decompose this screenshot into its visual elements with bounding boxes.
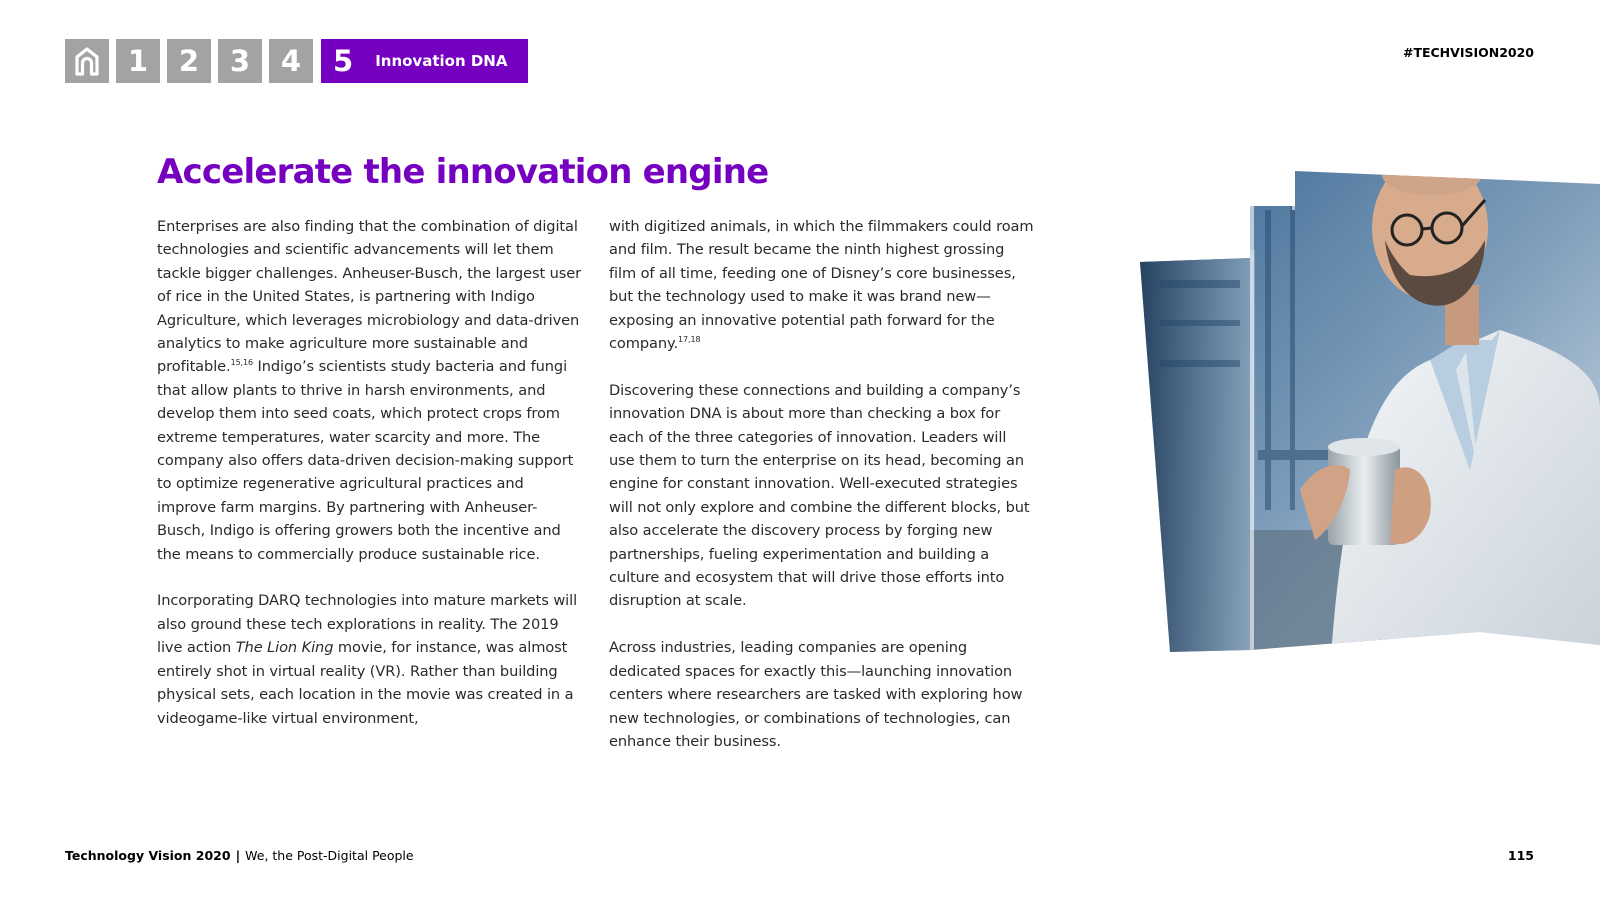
- footer: [65, 848, 414, 863]
- paragraph: Across industries, leading companies are opening dedicated spaces for exactly this—launching innovation centers where researchers are tasked with exploring how new technologies, or combinations of technologies, can enhance their business.: [609, 639, 1023, 750]
- section-3-button[interactable]: 3: [218, 39, 262, 83]
- paragraph: with digitized animals, in which the filmmakers could roam and film. The result became the ninth highest grossing film of all time, feeding one of Disney’s core businesses, but the technology used to make it was brand new—exposing an innovative potential path forward for the company.$^{17,18}$: [609, 218, 1034, 353]
- footnote-ref[interactable]: 17,18: [678, 335, 701, 345]
- footer-brand: Technology Vision 2020: [65, 848, 231, 863]
- film-title: The Lion King: [235, 639, 334, 657]
- section-5-button-active[interactable]: [321, 39, 528, 83]
- footnote-ref[interactable]: 15,16: [230, 358, 253, 368]
- section-nav: [65, 39, 528, 83]
- scientist-photo: [1140, 170, 1600, 670]
- home-icon: [73, 46, 101, 76]
- page-number: 115: [1507, 848, 1534, 863]
- active-section-number: 5: [333, 44, 354, 78]
- page-title: Accelerate the innovation engine: [157, 152, 769, 192]
- footer-separator: |: [235, 848, 241, 863]
- section-4-button[interactable]: 4: [269, 39, 313, 83]
- section-2-button[interactable]: 2: [167, 39, 211, 83]
- section-1-button[interactable]: 1: [116, 39, 160, 83]
- active-section-label: Innovation DNA: [375, 52, 508, 70]
- paragraph: Incorporating DARQ technologies into mature markets will also ground these tech explorations in reality. The 2019 live action The Lion King movie, for instance, was almost entirely shot in virtual reality (VR). Rather than building physical sets, each location in the movie was created in a videogame-like virtual environment,: [157, 592, 578, 727]
- footer-subtitle: We, the Post-Digital People: [245, 848, 414, 863]
- home-button[interactable]: [65, 39, 109, 83]
- body-column-right: [609, 215, 1034, 753]
- body-column-left: [157, 215, 582, 730]
- paragraph: Discovering these connections and building a company’s innovation DNA is about more than checking a box for each of the three categories of innovation. Leaders will use them to turn the enterprise on its head, becoming an engine for constant innovation. Well-executed strategies will not only explore and combine the different blocks, but also accelerate the discovery process by forging new partnerships, fueling experimentation and building a culture and ecosystem that will drive those efforts into disruption at scale.: [609, 381, 1030, 610]
- paragraph: Enterprises are also finding that the combination of digital technologies and scientific advancements will let them tackle bigger challenges. Anheuser-Busch, the largest user of rice in the United States, is partnering with Indigo Agriculture, which leverages microbiology and data-driven analytics to make agriculture more sustainable and profitable.$^{15,16}$ Indigo’s scientists study bacteria and fungi that allow plants to thrive in harsh environments, and develop them into seed coats, which protect crops from extreme temperatures, water scarcity and more. The company also offers data-driven decision-making support to optimize regenerative agricultural practices and improve farm margins. By partnering with Anheuser-Busch, Indigo is offering growers both the incentive and the means to commercially produce sustainable rice.: [157, 218, 582, 563]
- hashtag: #TECHVISION2020: [1402, 45, 1534, 60]
